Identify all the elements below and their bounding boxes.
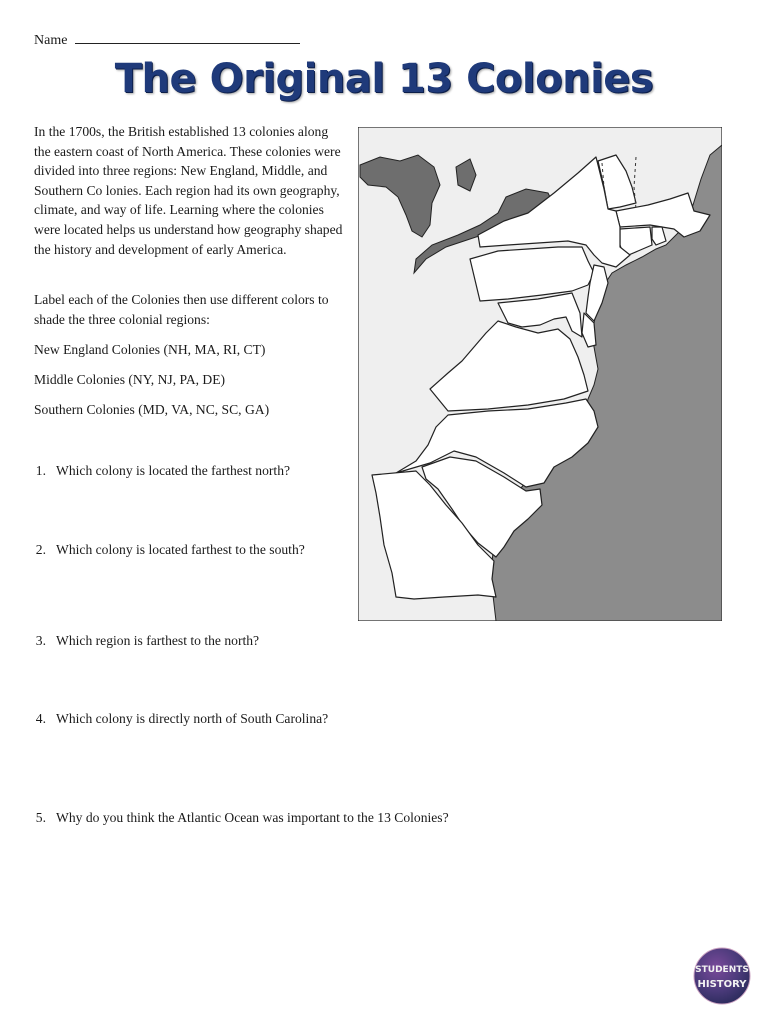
- question-text: Which colony is located farthest to the south?: [56, 542, 305, 557]
- question-number: 2.: [35, 542, 46, 557]
- question-number: 5.: [35, 810, 46, 825]
- logo-circle: [694, 948, 750, 1004]
- question-3: [24, 633, 259, 649]
- question-1: [24, 463, 290, 479]
- name-line: [34, 30, 300, 49]
- name-blank[interactable]: [75, 30, 300, 44]
- page-title: The Original 13 Colonies: [114, 56, 654, 102]
- name-label: Name: [34, 33, 68, 48]
- colonies-map: [358, 127, 722, 621]
- question-5: [24, 810, 449, 826]
- question-text: Why do you think the Atlantic Ocean was important to the 13 Colonies?: [56, 810, 449, 825]
- instructions-text: Label each of the Colonies then use different colors to shade the three colonial regions:: [34, 292, 329, 327]
- intro-paragraph: In the 1700s, the British established 13 colonies along the eastern coast of North America. These colonies were divided into three regions: New England, Middle, and Southern Co lonies. Each region had its own geography, climate, and way of life. Learning where the colonies were located helps us understand how geography shaped the history and development of early America.: [34, 124, 343, 257]
- logo-line2: HISTORY: [697, 979, 747, 990]
- region-middle: Middle Colonies (NY, NJ, PA, DE): [34, 372, 226, 387]
- question-4: [24, 711, 328, 727]
- logo-line1: STUDENTS: [695, 965, 749, 975]
- question-number: 3.: [35, 633, 46, 648]
- region-new-england: New England Colonies (NH, MA, RI, CT): [34, 342, 266, 357]
- question-text: Which colony is located the farthest north?: [56, 463, 291, 478]
- region-southern: Southern Colonies (MD, VA, NC, SC, GA): [34, 402, 270, 417]
- question-number: 1.: [35, 463, 46, 478]
- question-text: Which colony is directly north of South Carolina?: [56, 711, 329, 726]
- question-number: 4.: [35, 711, 46, 726]
- students-of-history-logo: [693, 947, 751, 1005]
- question-2: [24, 542, 305, 558]
- question-text: Which region is farthest to the north?: [56, 633, 260, 648]
